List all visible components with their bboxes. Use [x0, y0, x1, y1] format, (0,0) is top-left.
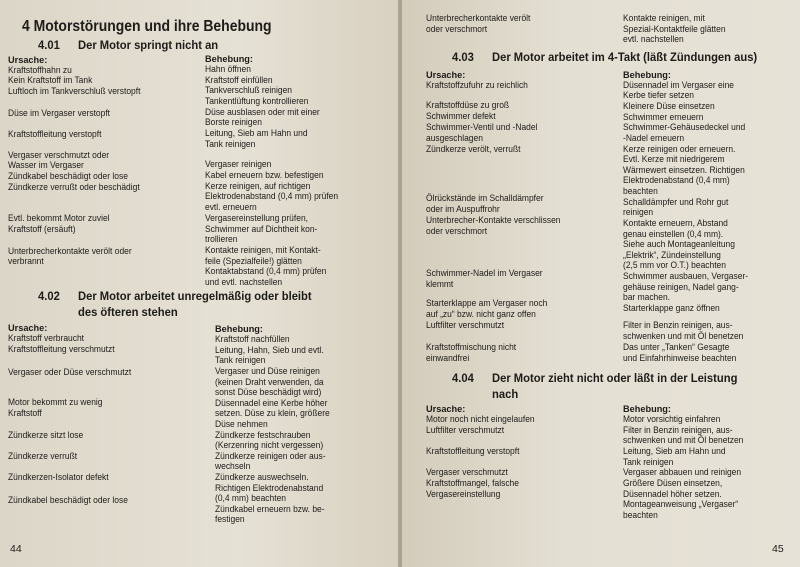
remedy-line: Düse nehmen: [215, 419, 268, 429]
cause-line: Schwimmer-Nadel im Vergaser: [426, 268, 543, 278]
remedy-line: feile (Spezialfeile!) glätten: [205, 256, 302, 266]
remedy-line: Filter in Benzin reinigen, aus-: [623, 320, 733, 330]
remedy-line: reinigen: [623, 207, 654, 217]
remedy-line: Kontakte reinigen, mit Kontakt-: [205, 245, 321, 255]
remedy-line: Düsennadel eine Kerbe höher: [215, 398, 328, 408]
cause-line: Luftfilter verschmutzt: [426, 320, 505, 330]
section-title-cont: nach: [492, 387, 519, 401]
cause-line: Kraftstoff (ersäuft): [8, 224, 76, 234]
cause-line: Zündkerze verrußt: [8, 451, 78, 461]
cause-line: Kraftstoffleitung verstopft: [8, 129, 102, 139]
cause-line: Motor bekommt zu wenig: [8, 397, 103, 407]
section-number: 4.01: [38, 38, 60, 52]
remedy-line: Zündkabel erneuern bzw. be-: [215, 504, 325, 514]
cause-line: Kein Kraftstoff im Tank: [8, 75, 93, 85]
remedy-line: „Elektrik“, Zündeinstellung: [623, 250, 721, 260]
remedy-line: trollieren: [205, 234, 238, 244]
remedy-line: Schalldämpfer und Rohr gut: [623, 197, 729, 207]
remedy-line: Starterklappe ganz öffnen: [623, 303, 720, 313]
remedy-line: Das unter „Tanken“ Gesagte: [623, 342, 730, 352]
remedy-line: Elektrodenabstand (0,4 mm): [623, 175, 730, 185]
remedy-line: Tank reinigen: [623, 457, 674, 467]
remedy-header: Behebung:: [623, 70, 671, 80]
remedy-line: beachten: [623, 510, 658, 520]
cause-line: Vergasereinstellung: [426, 489, 501, 499]
remedy-line: Kabel erneuern bzw. befestigen: [205, 170, 324, 180]
remedy-line: und evtl. nachstellen: [205, 277, 283, 287]
cause-line: Schwimmer-Ventil und -Nadel: [426, 122, 538, 132]
remedy-line: Richtigen Elektrodenabstand: [215, 483, 324, 493]
cause-line: Vergaser verschmutzt oder: [8, 150, 110, 160]
remedy-header: Behebung:: [205, 54, 253, 64]
page-number: 44: [10, 543, 22, 555]
cause-line: oder verschmort: [426, 226, 488, 236]
remedy-line: und Einfahrhinweise beachten: [623, 353, 737, 363]
remedy-line: Kontakte erneuern, Abstand: [623, 218, 728, 228]
cause-line: einwandfrei: [426, 353, 470, 363]
remedy-line: Düse ausblasen oder mit einer: [205, 107, 320, 117]
cause-line: klemmt: [426, 279, 454, 289]
remedy-line: Tankverschluß reinigen: [205, 85, 292, 95]
cause-line: Kraftstoffzufuhr zu reichlich: [426, 80, 528, 90]
cause-line: ausgeschlagen: [426, 133, 483, 143]
remedy-line: Kontakte reinigen, mit: [623, 13, 705, 23]
remedy-line: Vergaser reinigen: [205, 159, 272, 169]
remedy-line: Kraftstoff einfüllen: [205, 75, 273, 85]
remedy-line: (2,5 mm vor O.T.) beachten: [623, 260, 726, 270]
remedy-line: Borste reinigen: [205, 117, 262, 127]
remedy-line: Kerbe tiefer setzen: [623, 90, 695, 100]
cause-line: oder im Auspuffrohr: [426, 204, 500, 214]
remedy-line: genau einstellen (0,4 mm).: [623, 229, 724, 239]
remedy-line: Vergaser und Düse reinigen: [215, 366, 320, 376]
remedy-line: Zündkerze reinigen oder aus-: [215, 451, 326, 461]
section-number: 4.02: [38, 289, 60, 303]
remedy-line: sonst Düse beschädigt wird): [215, 387, 322, 397]
remedy-line: Evtl. Kerze mit niedrigerem: [623, 154, 725, 164]
cause-line: Zündkerzen-Isolator defekt: [8, 472, 109, 482]
remedy-line: Schwimmer-Gehäusedeckel und: [623, 122, 746, 132]
cause-header: Ursache:: [426, 404, 466, 414]
remedy-line: Tankentlüftung kontrollieren: [205, 96, 309, 106]
cause-line: Kraftstoffdüse zu groß: [426, 100, 510, 110]
remedy-line: wechseln: [215, 461, 251, 471]
cause-line: Evtl. bekommt Motor zuviel: [8, 213, 110, 223]
cause-line: Kraftstoff verbraucht: [8, 333, 85, 343]
section-title-cont: des öfteren stehen: [78, 305, 178, 319]
remedy-line: Tank reinigen: [205, 139, 256, 149]
cause-line: Kraftstoff: [8, 408, 42, 418]
remedy-line: Schwimmer ausbauen, Vergaser-: [623, 271, 749, 281]
cause-line: Zündkerze verrußt oder beschädigt: [8, 182, 140, 192]
remedy-line: evtl. nachstellen: [623, 34, 684, 44]
remedy-line: (Kerzenring nicht vergessen): [215, 440, 324, 450]
cause-line: Luftfilter verschmutzt: [426, 425, 505, 435]
cause-line: Motor noch nicht eingelaufen: [426, 414, 535, 424]
cause-line: Kraftstoffleitung verstopft: [426, 446, 520, 456]
cause-line: Vergaser oder Düse verschmutzt: [8, 367, 132, 377]
cause-line: Luftloch im Tankverschluß verstopft: [8, 86, 141, 96]
cause-header: Ursache:: [8, 55, 48, 65]
cause-line: verbrannt: [8, 256, 44, 266]
remedy-line: festigen: [215, 514, 245, 524]
remedy-line: Schwimmer auf Dichtheit kon-: [205, 224, 318, 234]
section-title: Der Motor zieht nicht oder läßt in der Leistung: [492, 371, 738, 385]
remedy-header: Behebung:: [623, 404, 671, 414]
remedy-line: Spezial-Kontaktfeile glätten: [623, 24, 726, 34]
remedy-line: Elektrodenabstand (0,4 mm) prüfen: [205, 191, 339, 201]
remedy-line: Kerze reinigen oder erneuern.: [623, 144, 736, 154]
cause-line: Kraftstoffmangel, falsche: [426, 478, 519, 488]
remedy-line: Hahn öffnen: [205, 64, 251, 74]
left-page: [0, 0, 398, 567]
remedy-line: gehäuse reinigen, Nadel gang-: [623, 282, 739, 292]
section-title: Der Motor arbeitet im 4-Takt (läßt Zündungen aus): [492, 50, 758, 64]
remedy-line: Vergasereinstellung prüfen,: [205, 213, 309, 223]
right-page: [402, 0, 800, 567]
cause-line: Schwimmer defekt: [426, 111, 496, 121]
remedy-line: Wärmewert einsetzen. Richtigen: [623, 165, 745, 175]
cause-line: Starterklappe am Vergaser noch: [426, 298, 548, 308]
cause-line: Zündkerze sitzt lose: [8, 430, 84, 440]
cause-line: Zündkabel beschädigt oder lose: [8, 495, 128, 505]
remedy-line: Kontaktabstand (0,4 mm) prüfen: [205, 266, 327, 276]
remedy-line: Siehe auch Montageanleitung: [623, 239, 735, 249]
remedy-line: evtl. erneuern: [205, 202, 257, 212]
cause-line: Kraftstoffhahn zu: [8, 65, 72, 75]
remedy-line: Düsennadel höher setzen.: [623, 489, 722, 499]
remedy-line: Zündkerze festschrauben: [215, 430, 311, 440]
remedy-line: Leitung, Sieb am Hahn und: [623, 446, 726, 456]
cause-line: Ölrückstände im Schalldämpfer: [426, 193, 544, 203]
cause-line: oder verschmort: [426, 24, 488, 34]
cause-line: Zündkabel beschädigt oder lose: [8, 171, 128, 181]
cause-line: Düse im Vergaser verstopft: [8, 108, 111, 118]
remedy-line: Kleinere Düse einsetzen: [623, 101, 715, 111]
remedy-line: Filter in Benzin reinigen, aus-: [623, 425, 733, 435]
remedy-line: (keinen Draht verwenden, da: [215, 377, 324, 387]
remedy-line: Motor vorsichtig einfahren: [623, 414, 721, 424]
remedy-line: Düsennadel im Vergaser eine: [623, 80, 734, 90]
remedy-header: Behebung:: [215, 324, 263, 334]
remedy-line: Kerze reinigen, auf richtigen: [205, 181, 311, 191]
remedy-line: -Nadel erneuern: [623, 133, 685, 143]
remedy-line: schwenken und mit Öl benetzen: [623, 331, 744, 341]
cause-line: Kraftstoffleitung verschmutzt: [8, 344, 115, 354]
remedy-line: (0,4 mm) beachten: [215, 493, 287, 503]
remedy-line: Schwimmer erneuern: [623, 112, 704, 122]
remedy-line: Montageanweisung „Vergaser“: [623, 499, 739, 509]
cause-line: Vergaser verschmutzt: [426, 467, 508, 477]
cause-line: auf „zu“ bzw. nicht ganz offen: [426, 309, 536, 319]
remedy-line: schwenken und mit Öl benetzen: [623, 435, 744, 445]
cause-line: Kraftstoffmischung nicht: [426, 342, 517, 352]
remedy-line: Leitung, Sieb am Hahn und: [205, 128, 308, 138]
remedy-line: setzen. Düse zu klein, größere: [215, 408, 330, 418]
remedy-line: Kraftstoff nachfüllen: [215, 334, 290, 344]
page-number: 45: [772, 543, 784, 555]
cause-line: Unterbrecherkontakte verölt oder: [8, 246, 132, 256]
cause-header: Ursache:: [426, 70, 466, 80]
cause-line: Unterbrecher-Kontakte verschlissen: [426, 215, 561, 225]
section-title: Der Motor arbeitet unregelmäßig oder bleibt: [78, 289, 312, 303]
cause-line: Zündkerze verölt, verrußt: [426, 144, 521, 154]
cause-line: Wasser im Vergaser: [8, 160, 84, 170]
remedy-line: Zündkerze auswechseln.: [215, 472, 309, 482]
remedy-line: bar machen.: [623, 292, 671, 302]
remedy-line: Vergaser abbauen und reinigen: [623, 467, 742, 477]
section-title: Der Motor springt nicht an: [78, 38, 219, 52]
remedy-line: beachten: [623, 186, 658, 196]
cause-line: Unterbrecherkontakte verölt: [426, 13, 531, 23]
remedy-line: Größere Düsen einsetzen,: [623, 478, 723, 488]
section-number: 4.04: [452, 371, 474, 385]
remedy-line: Tank reinigen: [215, 355, 266, 365]
section-number: 4.03: [452, 50, 474, 64]
cause-header: Ursache:: [8, 323, 48, 333]
remedy-line: Leitung, Hahn, Sieb und evtl.: [215, 345, 324, 355]
chapter-title: 4 Motorstörungen und ihre Behebung: [22, 18, 272, 35]
